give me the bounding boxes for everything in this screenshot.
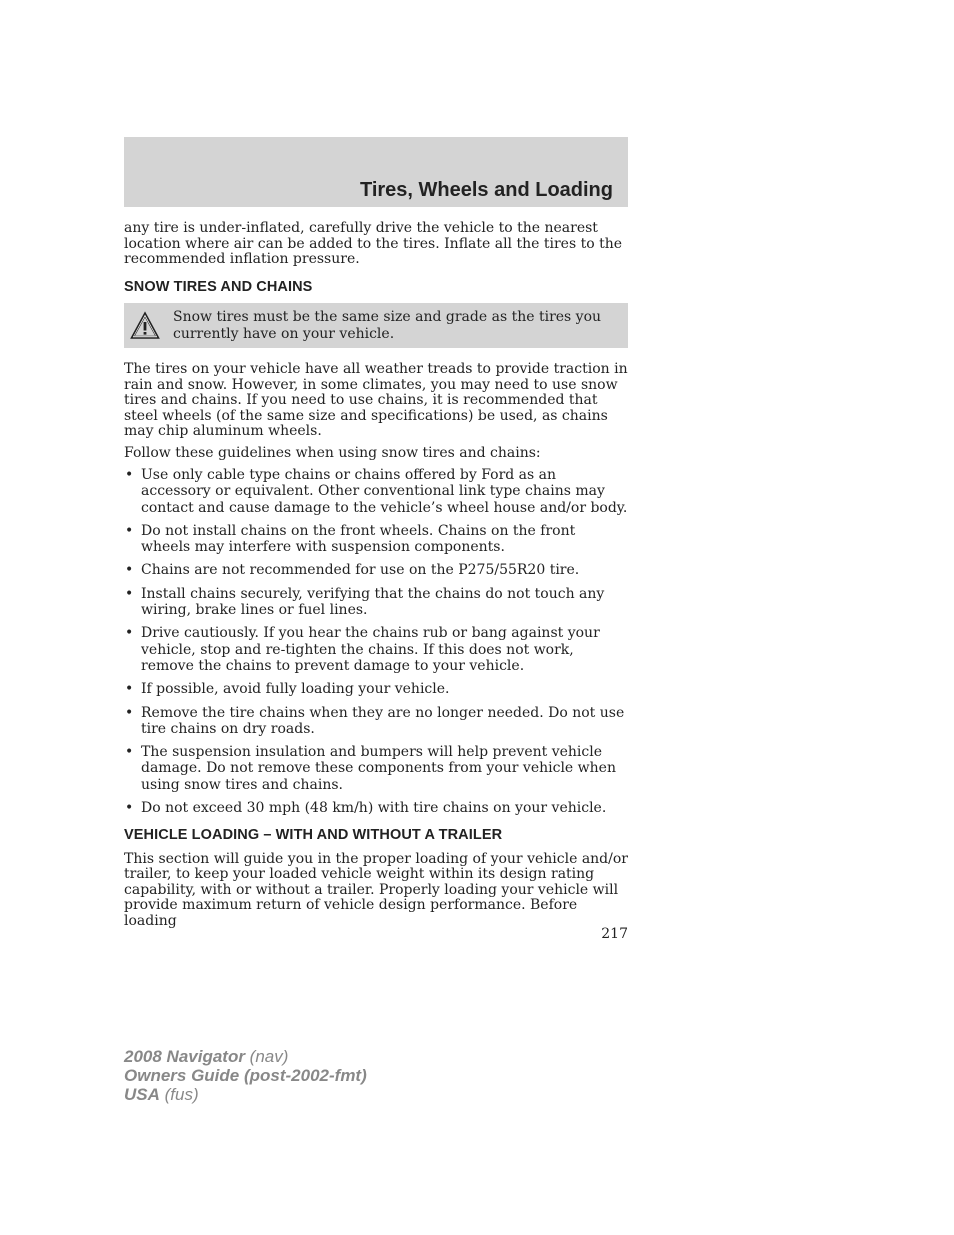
list-item: • The suspension insulation and bumpers will help prevent vehicle damage. Do not remove these components from your vehicle when using snow tires and chains. [125, 744, 616, 793]
vehicle-loading-paragraph: This section will guide you in the proper loading of your vehicle and/or trailer, to keep your loaded vehicle weight within its design rating capability, with or without a trailer. Properly loading your vehicle will provide maximum return of vehicle design performance. Before loading [124, 850, 628, 929]
guidelines-intro: Follow these guidelines when using snow tires and chains: [124, 444, 541, 461]
list-item: • Install chains securely, verifying that the chains do not touch any wiring, brake lines or fuel lines. [125, 585, 605, 619]
list-item: • Drive cautiously. If you hear the chains rub or bang against your vehicle, stop and re-tighten the chains. If this does not work, remove the chains to prevent damage to your vehicle. [125, 625, 600, 674]
page-number: 217 [601, 926, 628, 942]
intro-paragraph: any tire is under-inflated, carefully drive the vehicle to the nearest location where air can be added to the tires. Inflate all the tires to the recommended inflation pressure. [124, 220, 623, 267]
footer-line-2: Owners Guide (post-2002-fmt) [124, 1066, 367, 1085]
section-heading-snow-tires: SNOW TIRES AND CHAINS [124, 278, 313, 295]
chapter-header [124, 137, 628, 207]
list-item: • Do not exceed 30 mph (48 km/h) with tire chains on your vehicle. [125, 800, 607, 817]
snow-tires-paragraph: The tires on your vehicle have all weather treads to provide traction in rain and snow. However, in some climates, you may need to use snow tires and chains. If you need to use chains, it is recommended that steel wheels (of the same size and specifications) be used, as chains may chip aluminum wheels. [124, 361, 628, 439]
list-item: • Do not install chains on the front wheels. Chains on the front wheels may interfere with suspension components. [125, 522, 576, 556]
warning-triangle-icon [130, 311, 160, 341]
list-item: • Use only cable type chains or chains offered by Ford as an accessory or equivalent. Other conventional link type chains may contact and cause damage to the vehicle’s wheel house and/or body. [125, 467, 628, 516]
warning-box [124, 303, 628, 348]
page-content [124, 221, 628, 935]
warning-text: Snow tires must be the same size and grade as the tires you currently have on your vehicle. [173, 309, 602, 342]
document-footer [124, 1047, 367, 1104]
list-item: • Chains are not recommended for use on the P275/55R20 tire. [125, 562, 580, 579]
footer-line-3: USA (fus) [124, 1085, 199, 1104]
section-heading-vehicle-loading: VEHICLE LOADING – WITH AND WITHOUT A TRAILER [124, 827, 503, 844]
chapter-title: Tires, Wheels and Loading [359, 179, 613, 201]
footer-line-1: 2008 Navigator (nav) [124, 1047, 289, 1066]
list-item: • Remove the tire chains when they are no longer needed. Do not use tire chains on dry roads. [125, 704, 625, 737]
list-item: • If possible, avoid fully loading your vehicle. [125, 681, 450, 698]
guidelines-list [124, 467, 628, 816]
